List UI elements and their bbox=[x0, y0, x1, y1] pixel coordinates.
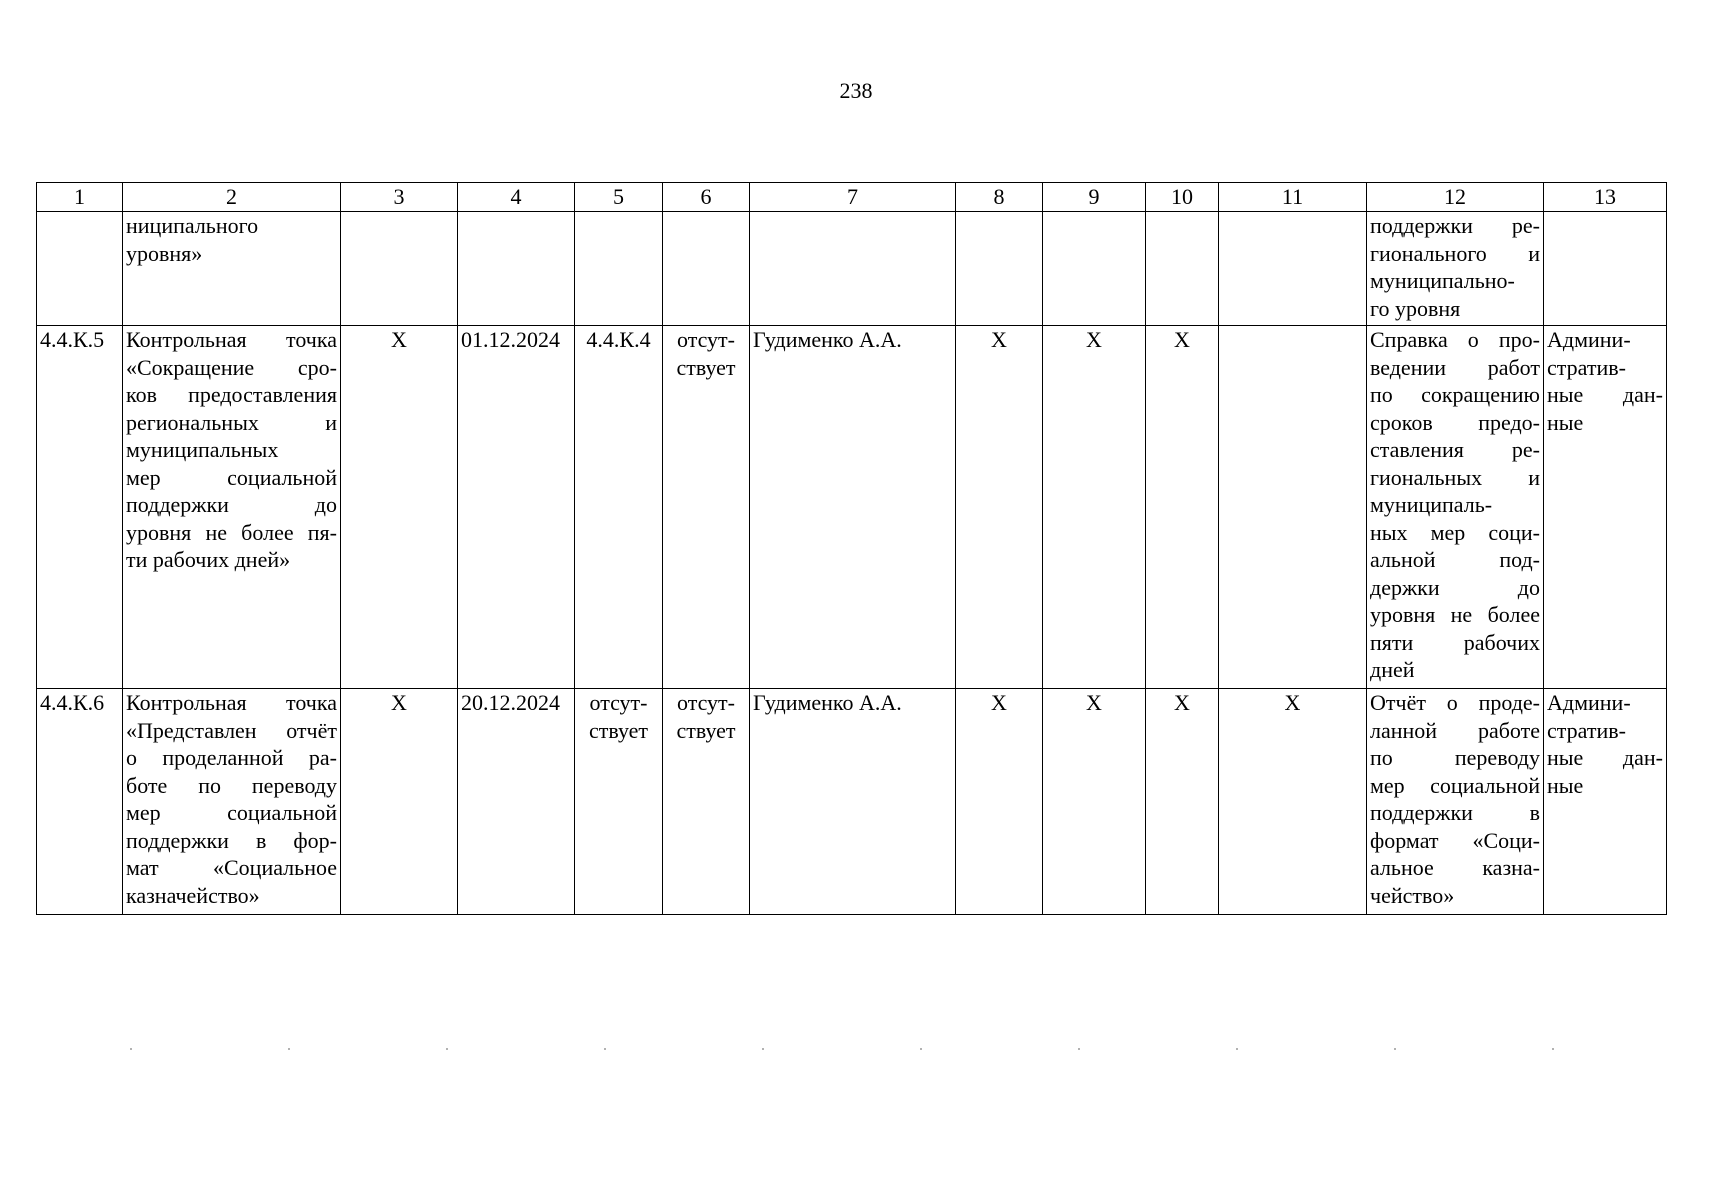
cell-document bbox=[1367, 212, 1544, 326]
cell-col10 bbox=[1146, 212, 1219, 326]
cell-text-line: муниципальных bbox=[126, 437, 279, 462]
cell-text-line: стратив- bbox=[1547, 717, 1626, 743]
cell-col8: Х bbox=[956, 689, 1043, 915]
cell-document bbox=[1367, 689, 1544, 915]
cell-date bbox=[458, 212, 575, 326]
cell-text-line: поддержки в bbox=[1370, 800, 1540, 825]
cell-text-line: отсут- bbox=[676, 327, 735, 352]
cell-text-line: альной под- bbox=[1370, 547, 1540, 572]
header-cell: 10 bbox=[1146, 183, 1219, 212]
cell-col5 bbox=[575, 326, 663, 689]
header-cell: 3 bbox=[341, 183, 458, 212]
cell-text-line: мер социальной bbox=[1370, 772, 1540, 798]
cell-text-line: мер социальной bbox=[126, 800, 337, 825]
header-cell: 1 bbox=[37, 183, 123, 212]
scan-dot bbox=[920, 1048, 922, 1050]
cell-text-line: ти рабочих дней» bbox=[126, 547, 291, 572]
cell-text-line: Контрольная точка bbox=[126, 690, 337, 715]
table-row bbox=[37, 326, 1667, 689]
cell-text-line: мат «Социальное bbox=[126, 855, 337, 880]
scan-dot bbox=[1552, 1048, 1554, 1050]
cell-source bbox=[1544, 689, 1667, 915]
cell-col10: Х bbox=[1146, 326, 1219, 689]
cell-text-line: по переводу bbox=[1370, 745, 1540, 770]
scan-dot bbox=[130, 1048, 132, 1050]
cell-id: 4.4.К.6 bbox=[37, 689, 123, 915]
cell-text-line: ниципального bbox=[126, 213, 259, 238]
cell-text-line: Админи- bbox=[1547, 327, 1631, 352]
cell-text-line: гиональных и bbox=[1370, 464, 1540, 490]
cell-text-line: уровня не более пя- bbox=[126, 519, 337, 545]
header-cell: 7 bbox=[750, 183, 956, 212]
header-cell: 9 bbox=[1043, 183, 1146, 212]
cell-col11 bbox=[1219, 212, 1367, 326]
header-cell: 4 bbox=[458, 183, 575, 212]
cell-text-line: ланной работе bbox=[1370, 717, 1540, 743]
cell-text-line: ные дан- bbox=[1547, 382, 1663, 407]
cell-text-line: о проделанной ра- bbox=[126, 745, 337, 770]
cell-col11 bbox=[1219, 326, 1367, 689]
cell-responsible: Гудименко А.А. bbox=[750, 326, 956, 689]
cell-text-line: ные bbox=[1547, 409, 1584, 435]
cell-text-line: ков предоставления bbox=[126, 382, 337, 407]
cell-text-line: ных мер соци- bbox=[1370, 519, 1540, 545]
cell-text-line: уровня не более bbox=[1370, 602, 1540, 627]
cell-text-line: сроков предо- bbox=[1370, 409, 1540, 435]
cell-text-line: ные bbox=[1547, 772, 1584, 798]
cell-text-line: муниципально- bbox=[1370, 268, 1515, 293]
cell-text-line: дней bbox=[1370, 657, 1415, 682]
scan-dot bbox=[446, 1048, 448, 1050]
cell-text-line: Отчёт о проде- bbox=[1370, 690, 1540, 715]
cell-text-line: казначейство» bbox=[126, 882, 260, 908]
scan-dot bbox=[1394, 1048, 1396, 1050]
cell-text-line: уровня» bbox=[126, 240, 203, 266]
cell-text-line: держки до bbox=[1370, 574, 1540, 600]
cell-text-line: чейство» bbox=[1370, 882, 1455, 908]
cell-col8: Х bbox=[956, 326, 1043, 689]
cell-text-line: поддержки в фор- bbox=[126, 827, 337, 853]
cell-text-line: региональных и bbox=[126, 409, 337, 435]
cell-col6 bbox=[663, 689, 750, 915]
cell-text-line: ведении работ bbox=[1370, 354, 1540, 380]
control-points-table bbox=[36, 182, 1667, 915]
cell-date: 01.12.2024 bbox=[458, 326, 575, 689]
cell-col10: Х bbox=[1146, 689, 1219, 915]
cell-col3: Х bbox=[341, 689, 458, 915]
scan-dot bbox=[762, 1048, 764, 1050]
scan-dot-line bbox=[130, 1048, 1560, 1050]
cell-text-line: отсут- bbox=[676, 690, 735, 715]
cell-col6 bbox=[663, 212, 750, 326]
page-number: 238 bbox=[839, 78, 873, 103]
cell-responsible: Гудименко А.А. bbox=[750, 689, 956, 915]
cell-text-line: формат «Соци- bbox=[1370, 827, 1540, 853]
cell-responsible bbox=[750, 212, 956, 326]
cell-text-line: отсут- bbox=[589, 690, 648, 715]
cell-col6 bbox=[663, 326, 750, 689]
header-row bbox=[37, 183, 1667, 212]
cell-text-line: ствует bbox=[676, 354, 736, 380]
cell-name bbox=[123, 212, 341, 326]
cell-col9: Х bbox=[1043, 326, 1146, 689]
cell-text-line: поддержки ре- bbox=[1370, 213, 1540, 238]
table-row-continued bbox=[37, 212, 1667, 326]
cell-col8 bbox=[956, 212, 1043, 326]
cell-text-line: боте по переводу bbox=[126, 772, 337, 798]
header-cell: 12 bbox=[1367, 183, 1544, 212]
header-cell: 13 bbox=[1544, 183, 1667, 212]
cell-col3: Х bbox=[341, 326, 458, 689]
cell-name bbox=[123, 326, 341, 689]
cell-col5 bbox=[575, 212, 663, 326]
cell-text-line: мер социальной bbox=[126, 464, 337, 490]
scan-dot bbox=[288, 1048, 290, 1050]
cell-text-line: Справка о про- bbox=[1370, 327, 1540, 352]
cell-col9 bbox=[1043, 212, 1146, 326]
cell-text-line: альное казна- bbox=[1370, 855, 1540, 880]
cell-text-line: по сокращению bbox=[1370, 382, 1540, 407]
cell-col11: Х bbox=[1219, 689, 1367, 915]
cell-col9: Х bbox=[1043, 689, 1146, 915]
cell-id: 4.4.К.5 bbox=[37, 326, 123, 689]
cell-source bbox=[1544, 212, 1667, 326]
header-cell: 8 bbox=[956, 183, 1043, 212]
cell-source bbox=[1544, 326, 1667, 689]
cell-text-line: Контрольная точка bbox=[126, 327, 337, 352]
header-cell: 5 bbox=[575, 183, 663, 212]
cell-document bbox=[1367, 326, 1544, 689]
cell-text-line: гионального и bbox=[1370, 240, 1540, 266]
cell-text-line: ствует bbox=[676, 717, 736, 743]
cell-text-line: «Представлен отчёт bbox=[126, 717, 337, 743]
scan-dot bbox=[1078, 1048, 1080, 1050]
scan-dot bbox=[604, 1048, 606, 1050]
cell-text-line: 4.4.К.4 bbox=[586, 327, 651, 352]
cell-text-line: ствует bbox=[588, 717, 649, 743]
cell-id bbox=[37, 212, 123, 326]
table-row bbox=[37, 689, 1667, 915]
cell-col3 bbox=[341, 212, 458, 326]
header-cell: 2 bbox=[123, 183, 341, 212]
header-cell: 11 bbox=[1219, 183, 1367, 212]
cell-text-line: ные дан- bbox=[1547, 745, 1663, 770]
cell-name bbox=[123, 689, 341, 915]
cell-text-line: го уровня bbox=[1370, 295, 1461, 321]
header-cell: 6 bbox=[663, 183, 750, 212]
cell-text-line: стратив- bbox=[1547, 354, 1626, 380]
cell-text-line: «Сокращение сро- bbox=[126, 354, 337, 380]
cell-text-line: Админи- bbox=[1547, 690, 1631, 715]
scan-dot bbox=[1236, 1048, 1238, 1050]
cell-text-line: муниципаль- bbox=[1370, 492, 1493, 517]
cell-text-line: поддержки до bbox=[126, 492, 337, 517]
cell-text-line: пяти рабочих bbox=[1370, 629, 1540, 655]
cell-date: 20.12.2024 bbox=[458, 689, 575, 915]
cell-col5 bbox=[575, 689, 663, 915]
cell-text-line: ставления ре- bbox=[1370, 437, 1540, 462]
